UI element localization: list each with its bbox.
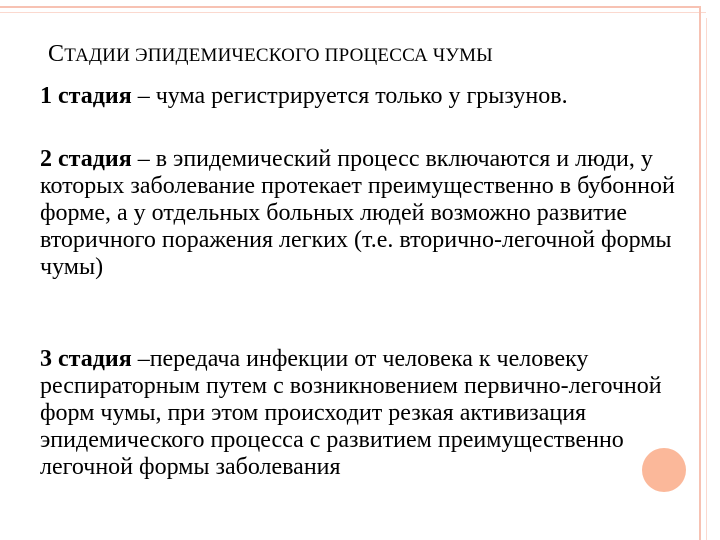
stage-1-text: – чума регистрируется только у грызунов. <box>131 83 568 109</box>
slide-frame-right <box>699 6 701 540</box>
slide-title-rest: ТАДИИ ЭПИДЕМИЧЕСКОГО ПРОЦЕССА ЧУМЫ <box>64 45 493 66</box>
stage-3-text: –передача инфекции от человека к человеку респираторным путем с возникновением первично-легочной форм чумы, при этом происходит резкая активизация эпидемического процесса с развитием преимущественно легочной формы заболевания <box>40 346 662 480</box>
slide-frame-right-inner <box>706 18 707 540</box>
slide-frame-top <box>0 6 700 8</box>
stage-2-paragraph <box>40 146 690 281</box>
stage-3-paragraph <box>40 346 690 481</box>
slide-title-initial: С <box>48 41 65 67</box>
stage-3-label: 3 стадия <box>40 346 132 372</box>
stage-1-paragraph <box>40 83 690 110</box>
stage-1-label: 1 стадия <box>40 83 132 109</box>
stage-2-text: – в эпидемический процесс включаются и люди, у которых заболевание протекает преимущественно в бубонной форме, а у отдельных больных людей возможно развитие вторичного поражения легких (т.е. вторично-легочной формы чумы) <box>40 146 675 280</box>
slide-frame-top-inner <box>0 12 706 13</box>
decorative-circle <box>642 448 686 492</box>
slide-title <box>48 40 688 70</box>
stage-2-label: 2 стадия <box>40 146 132 172</box>
